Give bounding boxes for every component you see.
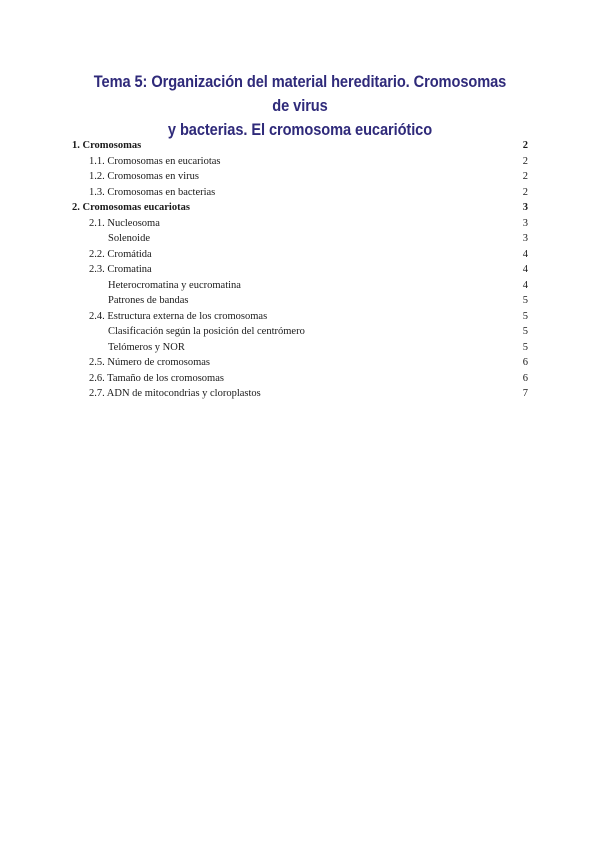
toc-entry-page-number: 5: [522, 295, 528, 306]
toc-entry[interactable]: [72, 340, 528, 356]
toc-entry[interactable]: [72, 138, 528, 154]
toc-entry[interactable]: [72, 293, 528, 309]
toc-entry-label: 2.5. Número de cromosomas: [89, 357, 211, 368]
toc-entry-label: 2.7. ADN de mitocondrias y cloroplastos: [89, 388, 261, 399]
toc-entry-label: 1. Cromosomas: [72, 140, 142, 151]
toc-entry-label: 2.6. Tamaño de los cromosomas: [89, 372, 224, 384]
toc-entry-page-number: 6: [522, 357, 528, 368]
toc-entry-page-number: 6: [522, 372, 528, 384]
toc-entry-label: 1.2. Cromosomas en virus: [89, 171, 199, 182]
document-title-line-1: Tema 5: Organización del material hereditario. Cromosomas de virus: [93, 72, 507, 115]
toc-entry-page-number: 2: [522, 171, 528, 182]
toc-entry-page-number: 7: [522, 388, 528, 399]
toc-entry-page-number: 2: [522, 155, 528, 167]
toc-entry-page-number: 4: [522, 264, 528, 275]
toc-entry[interactable]: [72, 371, 528, 387]
toc-entry-label: 2. Cromosomas eucariotas: [72, 202, 190, 213]
toc-entry-label: Patrones de bandas: [108, 295, 189, 306]
toc-entry-page-number: 3: [522, 217, 528, 229]
toc-entry-label: 1.1. Cromosomas en eucariotas: [89, 155, 221, 167]
toc-entry-page-number: 5: [522, 326, 528, 337]
toc-entry-label: Clasificación según la posición del centrómero: [108, 326, 305, 337]
toc-entry-label: 2.2. Cromátida: [89, 248, 152, 260]
toc-entry-page-number: 3: [522, 202, 528, 213]
toc-entry-page-number: 4: [522, 279, 528, 291]
toc-entry-label: 2.4. Estructura externa de los cromosomas: [89, 310, 268, 322]
toc-entry-page-number: 2: [522, 186, 528, 198]
toc-entry[interactable]: [72, 324, 528, 340]
toc-entry[interactable]: [72, 231, 528, 247]
toc-entry[interactable]: [72, 355, 528, 371]
toc-entry[interactable]: [72, 262, 528, 278]
toc-entry-page-number: 5: [522, 310, 528, 322]
toc-entry-label: Telómeros y NOR: [108, 341, 185, 353]
table-of-contents: [72, 138, 528, 402]
toc-entry-label: Heterocromatina y eucromatina: [108, 279, 241, 291]
toc-entry[interactable]: [72, 216, 528, 232]
document-title-line-2: y bacterias. El cromosoma eucariótico: [167, 120, 433, 139]
toc-entry-page-number: 2: [522, 140, 528, 151]
toc-entry[interactable]: [72, 154, 528, 170]
toc-entry-page-number: 4: [522, 248, 528, 260]
document-title: [94, 70, 507, 142]
toc-entry[interactable]: [72, 169, 528, 185]
toc-entry[interactable]: [72, 247, 528, 263]
toc-entry[interactable]: [72, 278, 528, 294]
toc-entry-page-number: 5: [522, 341, 528, 353]
toc-entry-label: 2.3. Cromatina: [89, 264, 152, 275]
toc-entry[interactable]: [72, 185, 528, 201]
toc-entry-label: 1.3. Cromosomas en bacterias: [89, 186, 216, 198]
toc-entry-label: Solenoide: [108, 233, 150, 244]
toc-entry-page-number: 3: [522, 233, 528, 244]
toc-entry-label: 2.1. Nucleosoma: [89, 217, 160, 229]
toc-entry[interactable]: [72, 200, 528, 216]
toc-entry[interactable]: [72, 386, 528, 402]
toc-entry[interactable]: [72, 309, 528, 325]
